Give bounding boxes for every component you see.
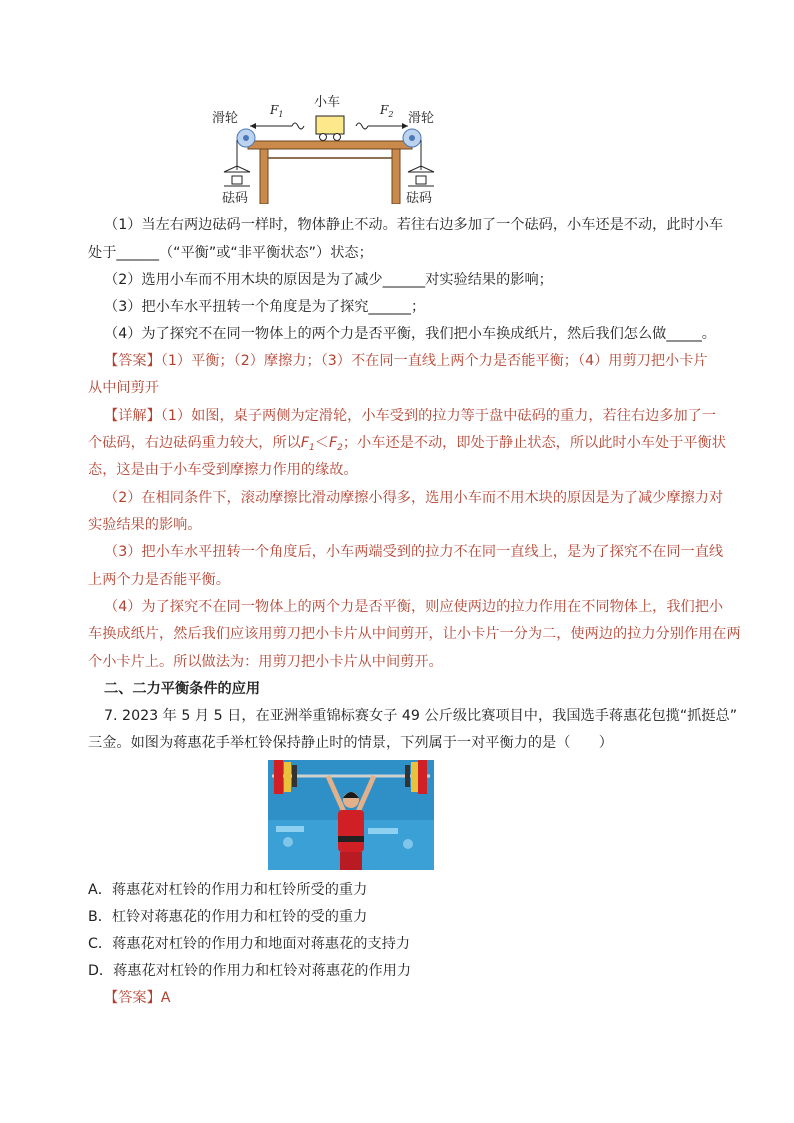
detail-para-4-line-3: 个小卡片上。所以做法为：用剪刀把小卡片从中间剪开。 bbox=[88, 654, 443, 670]
detail-para-2-line-2: 实验结果的影响。 bbox=[88, 517, 202, 533]
question-4: （4）为了探究不在同一物体上的两个力是否平衡，我们把小车换成纸片，然后我们怎么做_____。 bbox=[104, 326, 716, 342]
cart-wheel-left bbox=[320, 134, 327, 141]
f1-symbol bbox=[301, 435, 315, 451]
f2-subscript: 2 bbox=[337, 443, 343, 453]
question-1-line-2: 处于______（“平衡”或“非平衡状态”）状态； bbox=[88, 245, 373, 261]
option-b: B．杠铃对蒋惠花的作用力和杠铃的受的重力 bbox=[88, 909, 368, 925]
detail-para-3-line-2: 上两个力是否能平衡。 bbox=[88, 572, 230, 588]
f2-label: $F_2$ bbox=[380, 103, 394, 119]
plate-left-1 bbox=[274, 760, 283, 794]
less-than: ＜ bbox=[314, 435, 329, 451]
plate-right-2 bbox=[411, 762, 418, 792]
cart-wheel-right bbox=[334, 134, 341, 141]
f1-arrowhead bbox=[250, 123, 256, 129]
weight-right bbox=[416, 176, 426, 184]
answer-7 bbox=[104, 988, 724, 1008]
answer-1-line-1 bbox=[104, 351, 724, 371]
cart-body bbox=[316, 116, 344, 134]
question-3: （3）把小车水平扭转一个角度是为了探究______； bbox=[104, 299, 426, 315]
cart-label: 小车 bbox=[314, 95, 341, 110]
athlete-belt bbox=[338, 836, 364, 842]
table-leg-right bbox=[392, 149, 400, 204]
experiment-diagram bbox=[210, 92, 450, 204]
plate-right-3 bbox=[405, 765, 410, 787]
detail-text-pre: 个砝码，右边砝码重力较大，所以 bbox=[88, 435, 301, 451]
rope-left-coil bbox=[292, 123, 304, 129]
pulley-right-label: 滑轮 bbox=[408, 111, 435, 126]
pulley-left-hub bbox=[243, 135, 249, 141]
athlete-legs bbox=[340, 852, 362, 870]
detail-para-3-line-1: （3）把小车水平扭转一个角度后，小车两端受到的拉力不在同一直线上，是为了探究不在同一直线 bbox=[104, 544, 724, 560]
detail-text: （1）如图，桌子两侧为定滑轮，小车受到的拉力等于盘中砝码的重力，若往右边多加了一 bbox=[160, 408, 717, 424]
answer-1-line-2: 从中间剪开 bbox=[88, 380, 159, 396]
backdrop-mark-2 bbox=[403, 839, 413, 849]
option-c: C．蒋惠花对杠铃的作用力和地面对蒋惠花的支持力 bbox=[88, 936, 411, 952]
rope-right-coil bbox=[356, 123, 368, 129]
detail-para-1-line-2 bbox=[88, 433, 726, 458]
question-7-line-1: 7. 2023 年 5 月 5 日，在亚洲举重锦标赛女子 49 公斤级比赛项目中，我国选手蒋惠花包揽“抓挺总” bbox=[104, 708, 738, 724]
pulley-left-label: 滑轮 bbox=[212, 111, 239, 126]
answer-7-tag: 【答案】 bbox=[104, 990, 161, 1006]
weight-left-label: 砝码 bbox=[222, 191, 249, 204]
backdrop-mark-4 bbox=[276, 826, 304, 832]
f1-letter: F bbox=[300, 435, 309, 451]
section-heading: 二、二力平衡条件的应用 bbox=[104, 681, 261, 697]
question-1-line-1: （1）当左右两边砝码一样时，物体静止不动。若往右边多加了一个砝码，小车还是不动，此时小车 bbox=[104, 217, 724, 233]
table-top bbox=[248, 141, 412, 149]
question-2: （2）选用小车而不用木块的原因是为了减少______对实验结果的影响； bbox=[104, 272, 553, 288]
plate-left-3 bbox=[292, 765, 297, 787]
detail-tag: 【详解】 bbox=[104, 408, 161, 424]
athlete-singlet bbox=[338, 810, 364, 852]
weight-right-label: 砝码 bbox=[406, 191, 433, 204]
detail-text-post: ；小车还是不动，即处于静止状态，所以此时小车处于平衡状 bbox=[342, 435, 726, 451]
answer-7-value: A bbox=[160, 990, 171, 1006]
detail-para-1-line-1 bbox=[104, 406, 724, 426]
detail-para-1-line-3: 态，这是由于小车受到摩擦力作用的缘故。 bbox=[88, 462, 358, 478]
option-d: D．蒋惠花对杠铃的作用力和杠铃对蒋惠花的作用力 bbox=[88, 963, 412, 979]
plate-left-2 bbox=[284, 762, 291, 792]
detail-para-2-line-1: （2）在相同条件下，滚动摩擦比滑动摩擦小得多，选用小车而不用木块的原因是为了减少摩擦力对 bbox=[104, 490, 724, 506]
f1-subscript: 1 bbox=[309, 443, 315, 453]
detail-para-4-line-1: （4）为了探究不在同一物体上的两个力是否平衡，则应使两边的拉力作用在不同物体上，我们把小 bbox=[104, 599, 724, 615]
f2-letter: F bbox=[328, 435, 338, 451]
weightlifter-photo bbox=[268, 760, 434, 870]
answer-text: （1）平衡；（2）摩擦力；（3）不在同一直线上两个力是否能平衡；（4）用剪刀把小卡片 bbox=[160, 353, 708, 369]
answer-tag: 【答案】 bbox=[104, 353, 161, 369]
question-7-line-2: 三金。如图为蒋惠花手举杠铃保持静止时的情景，下列属于一对平衡力的是（ ） bbox=[88, 735, 613, 751]
table-leg-left bbox=[260, 149, 268, 204]
backdrop-mark-1 bbox=[283, 837, 293, 847]
detail-para-4-line-2: 车换成纸片，然后我们应该用剪刀把小卡片从中间剪开，让小卡片一分为二，使两边的拉力分别作用在两 bbox=[88, 626, 741, 642]
weight-left bbox=[232, 176, 242, 184]
plate-right-1 bbox=[418, 760, 427, 794]
pulley-right-hub bbox=[409, 135, 415, 141]
option-a: A．蒋惠花对杠铃的作用力和杠铃所受的重力 bbox=[88, 882, 368, 898]
f1-label: $F_1$ bbox=[270, 103, 284, 119]
f2-symbol bbox=[329, 435, 343, 451]
backdrop-mark-3 bbox=[368, 828, 398, 834]
